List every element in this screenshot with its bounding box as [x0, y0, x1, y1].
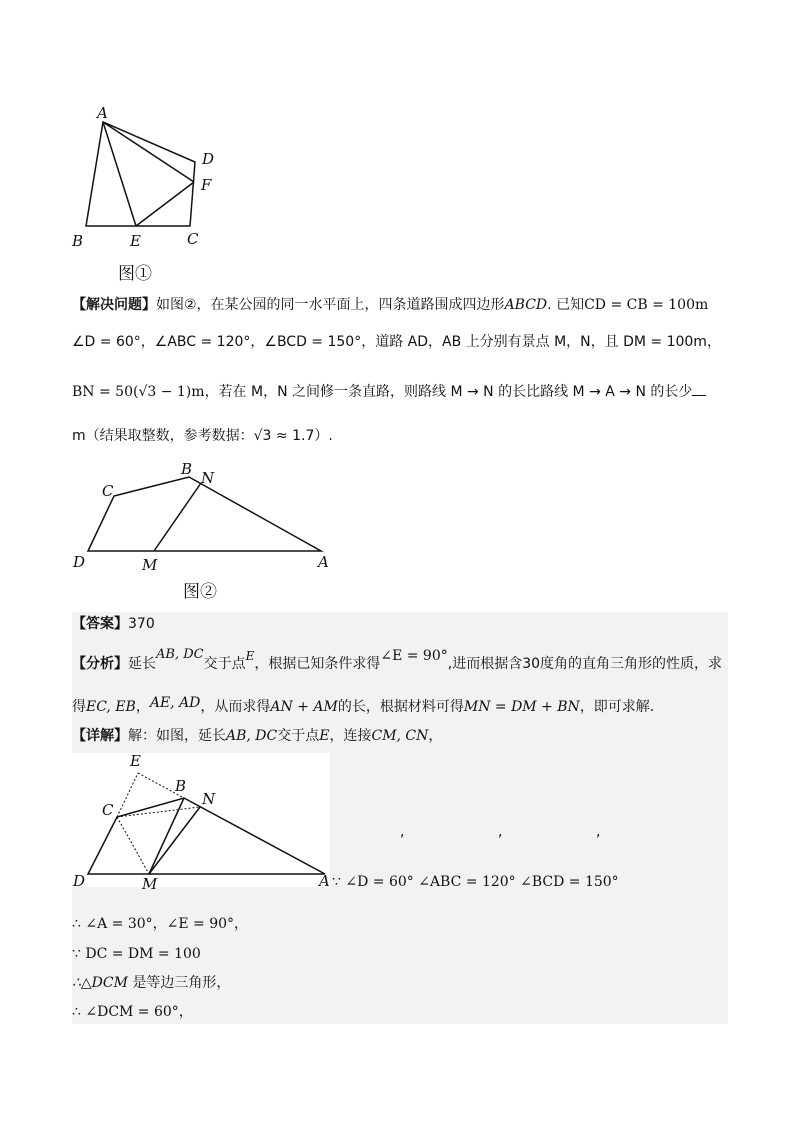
fig1-label-f: F [201, 176, 212, 194]
quadrilateral-abcd [86, 122, 195, 226]
detail-m2: E [319, 728, 330, 744]
analysis-m1: AB, DC [156, 647, 204, 662]
analysis-t9: ，即可求解. [579, 699, 655, 715]
given-angles: ∵ ∠D = 60° ∠ABC = 120° ∠BCD = 150° [332, 874, 619, 890]
fig3-label-n: N [202, 790, 216, 808]
analysis-m3: ∠E = 90° [380, 648, 448, 664]
problem-line-1 [72, 295, 708, 315]
segment-ae [103, 122, 136, 226]
fig3-label-m: M [142, 875, 158, 891]
fig1-label-c: C [187, 230, 199, 248]
answer-blank [692, 383, 706, 396]
analysis-m5: AE, AD [149, 695, 201, 711]
problem-text-1b: . 已知 [547, 297, 585, 313]
detail-t2: 交于点 [277, 728, 320, 744]
figure-1-caption: 图① [118, 264, 152, 284]
figure-2-caption: 图② [183, 582, 217, 602]
detail-line-1 [72, 726, 442, 746]
detail-t1: 解：如图，延长 [128, 728, 226, 744]
fig1-label-a: A [97, 104, 108, 122]
analysis-line-1 [72, 647, 723, 675]
figure-2 [68, 458, 348, 578]
dashed-cn [117, 807, 200, 817]
problem-line-4: m（结果取整数，参考数据：√3 ≈ 1.7）. [72, 428, 333, 444]
quad-name: ABCD [504, 297, 548, 313]
fig3-label-a: A [319, 872, 330, 890]
answer-value: 370 [128, 616, 155, 632]
segment-mn [154, 483, 201, 551]
quadrilateral-abcd-3 [88, 798, 325, 874]
problem-text-1: 如图②，在某公园的同一水平面上，四条道路围成四边形 [156, 297, 505, 313]
fig3-label-b: B [175, 777, 187, 795]
dashed-cm [117, 817, 149, 874]
fig2-label-d: D [73, 553, 86, 571]
detail-m1: AB, DC [226, 728, 278, 744]
analysis-m7: MN = DM + BN [463, 699, 580, 715]
problem-line-3 [72, 382, 706, 402]
problem-tag: 【解决问题】 [72, 297, 156, 313]
detail-tag: 【详解】 [72, 728, 128, 744]
condition-cd-cb: CD = CB = 100m [584, 297, 709, 313]
step-3-text: 是等边三角形， [127, 975, 231, 991]
figure-3 [72, 753, 330, 891]
step-2: ∵ DC = DM = 100 [72, 946, 201, 962]
quadrilateral-abcd-2 [88, 477, 321, 551]
fig2-label-c: C [102, 482, 114, 500]
analysis-t4: ,进而根据含30度角的直角三角形的性质，求 [447, 656, 723, 672]
analysis-m2: E [245, 649, 255, 663]
fig3-label-d: D [73, 872, 86, 890]
step-1: ∴ ∠A = 30°，∠E = 90°， [72, 916, 249, 932]
analysis-tag: 【分析】 [72, 656, 128, 672]
segment-ef [136, 182, 194, 226]
step-4: ∴ ∠DCM = 60°， [72, 1004, 193, 1020]
step-3-math: ∴△DCM [72, 975, 128, 991]
fig3-label-c: C [102, 801, 114, 819]
analysis-t3: ，根据已知条件求得 [254, 656, 381, 672]
fig2-label-m: M [142, 556, 158, 574]
detail-t4: ， [428, 728, 443, 744]
detail-m3: CM, CN [371, 728, 429, 744]
fig2-label-n: N [201, 469, 215, 487]
analysis-t1: 延长 [128, 656, 156, 672]
analysis-t7: ，从而求得 [200, 699, 271, 715]
fig2-label-b: B [181, 460, 193, 478]
fig1-label-d: D [202, 150, 215, 168]
answer-tag: 【答案】 [72, 616, 128, 632]
analysis-line-2 [72, 697, 654, 717]
analysis-t6: ， [135, 699, 150, 715]
dashed-ce [117, 773, 138, 817]
fig3-label-e: E [130, 753, 141, 770]
answer-line [72, 614, 155, 634]
comma-2: , [498, 824, 503, 840]
detail-t3: ，连接 [329, 728, 372, 744]
analysis-t5: 得 [72, 699, 86, 715]
fig1-label-e: E [130, 232, 141, 250]
figure-1 [70, 100, 250, 260]
fig2-label-a: A [318, 553, 329, 571]
analysis-t8: 的长，根据材料可得 [337, 699, 464, 715]
problem-text-3: ，若在 M，N 之间修一条直路，则路线 M → N 的长比路线 M → A → N 的长少 [204, 384, 693, 400]
fig1-label-b: B [72, 232, 84, 250]
condition-bn: BN = 50(√3 − 1)m [72, 384, 205, 400]
analysis-t2: 交于点 [203, 656, 246, 672]
analysis-m6: AN + AM [270, 699, 338, 715]
comma-3: , [596, 824, 601, 840]
segment-af [103, 122, 194, 182]
problem-line-2: ∠D = 60°，∠ABC = 120°，∠BCD = 150°，道路 AD，AB 上分别有景点 M，N，且 DM = 100m， [72, 334, 721, 350]
analysis-m4: EC, EB [86, 699, 136, 715]
comma-1: , [400, 824, 405, 840]
step-3 [72, 973, 230, 993]
